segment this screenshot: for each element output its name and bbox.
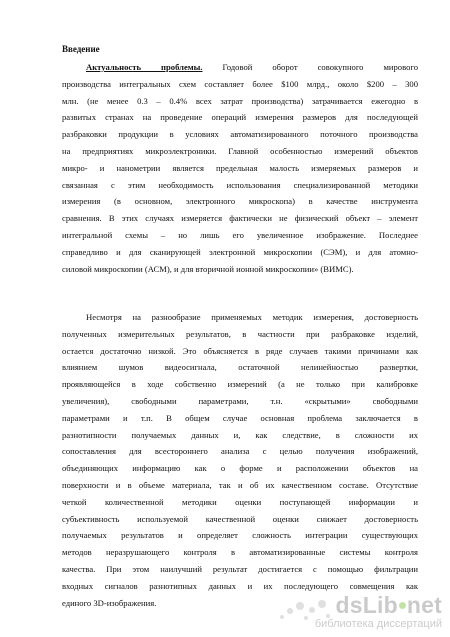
paragraph-line: справедливо и для сканирующей электронной микроскопии (СЭМ), и для атомно- [62, 246, 418, 257]
paragraph-line: измерения (в основном, электронного микроскопа) в качестве инструмента [62, 196, 418, 207]
paragraph-relevance [62, 59, 418, 277]
paragraph-line: субъективность используемой качественной оценки снижает достоверность [62, 513, 418, 524]
paragraph-line: единого 3D-изображения. [62, 597, 157, 608]
paragraph-line: производства интегральных схем составляет более $100 млрд., около $200 – 300 [62, 78, 418, 89]
watermark-pattern-icon [276, 597, 334, 623]
paragraph-line: полученных измерительных результатов, в частности при разбраковке изделий, [62, 328, 418, 339]
paragraph-line: получаемых результатов и определяет сложность интеграции существующих [62, 530, 418, 541]
paragraph-line: параметрами и т.п. В общем случае основная проблема заключается в [62, 412, 418, 423]
watermark-subtitle: библиотека диссертаций [314, 618, 442, 630]
paragraph-line: развитых странах на проведение операций измерения размеров для последующей [62, 112, 418, 123]
paragraph-line: млн. (не менее 0.3 – 0.4% всех затрат производства) затрачивается ежегодно в [62, 95, 418, 106]
paragraph-line: связанная с этим необходимость использования специализированной методики [62, 179, 418, 190]
paragraph-text: Годовой оборот совокупного мирового [202, 62, 419, 72]
paragraph-line: сопоставления для всестороннего анализа с целью получения изображений, [62, 446, 418, 457]
paragraph-line: сравнения. В этих случаях измеряется фактически не физический объект – элемент [62, 213, 418, 224]
paragraph-line: интегральной схемы – но лишь его увеличенное изображение. Последнее [62, 229, 418, 240]
paragraph-problem [62, 309, 418, 611]
watermark-logo [336, 593, 442, 617]
paragraph-line: увеличения), свободными параметрами, т.н. «скрытыми» свободными [62, 395, 418, 406]
paragraph-line: входных сигналов разнотипных данных и их последующего совмещения как [62, 580, 418, 591]
paragraph-line: на предприятиях микроэлектроники. Главной особенностью измерений объектов [62, 145, 418, 156]
watermark [315, 593, 442, 631]
paragraph-line: поверхности и в объеме материала, так и об их качественном составе. Отсутствие [62, 479, 418, 490]
paragraph-line: разнотипности получаемых данных и, как следствие, в сложности их [62, 429, 418, 440]
paragraph-line: качества. При этом наилучший результат достигается с помощью фильтрации [62, 563, 418, 574]
section-heading: Введение [62, 44, 100, 54]
paragraph-line: объединяющих информацию как о форме и расположении объектов на [62, 463, 418, 474]
relevance-title: Актуальность проблемы. [86, 62, 203, 72]
paragraph-line: проявляющейся в ходе собственно измерений (а не только при калибровке [62, 379, 418, 390]
paragraph-line: микро- и нанометрии является предельная малость измеряемых размеров и [62, 162, 418, 173]
paragraph-line: четкой количественной методики оценки поступающей информации и [62, 496, 418, 507]
paragraph-line: методов неразрушающего контроля в автоматизированные системы контроля [62, 547, 418, 558]
paragraph-line: Несмотря на разнообразие применяемых методик измерения, достоверность [86, 312, 418, 322]
paragraph-line: силовой микроскопии (АСМ), и для вторичной ионной микроскопии» (ВИМС). [62, 263, 354, 274]
paragraph-line [62, 59, 418, 76]
paragraph-line: влиянием шумов видеосигнала, остаточной нелинейностью развертки, [62, 362, 418, 373]
paragraph-line: разбраковки продукции в условиях автоматизированного поточного производства [62, 129, 418, 140]
paragraph-line: остается достаточно низкой. Это объясняется в ряде случаев такими причинами как [62, 345, 418, 356]
watermark-site-name: dsLib net [335, 592, 442, 618]
watermark-dot-icon [399, 602, 406, 609]
